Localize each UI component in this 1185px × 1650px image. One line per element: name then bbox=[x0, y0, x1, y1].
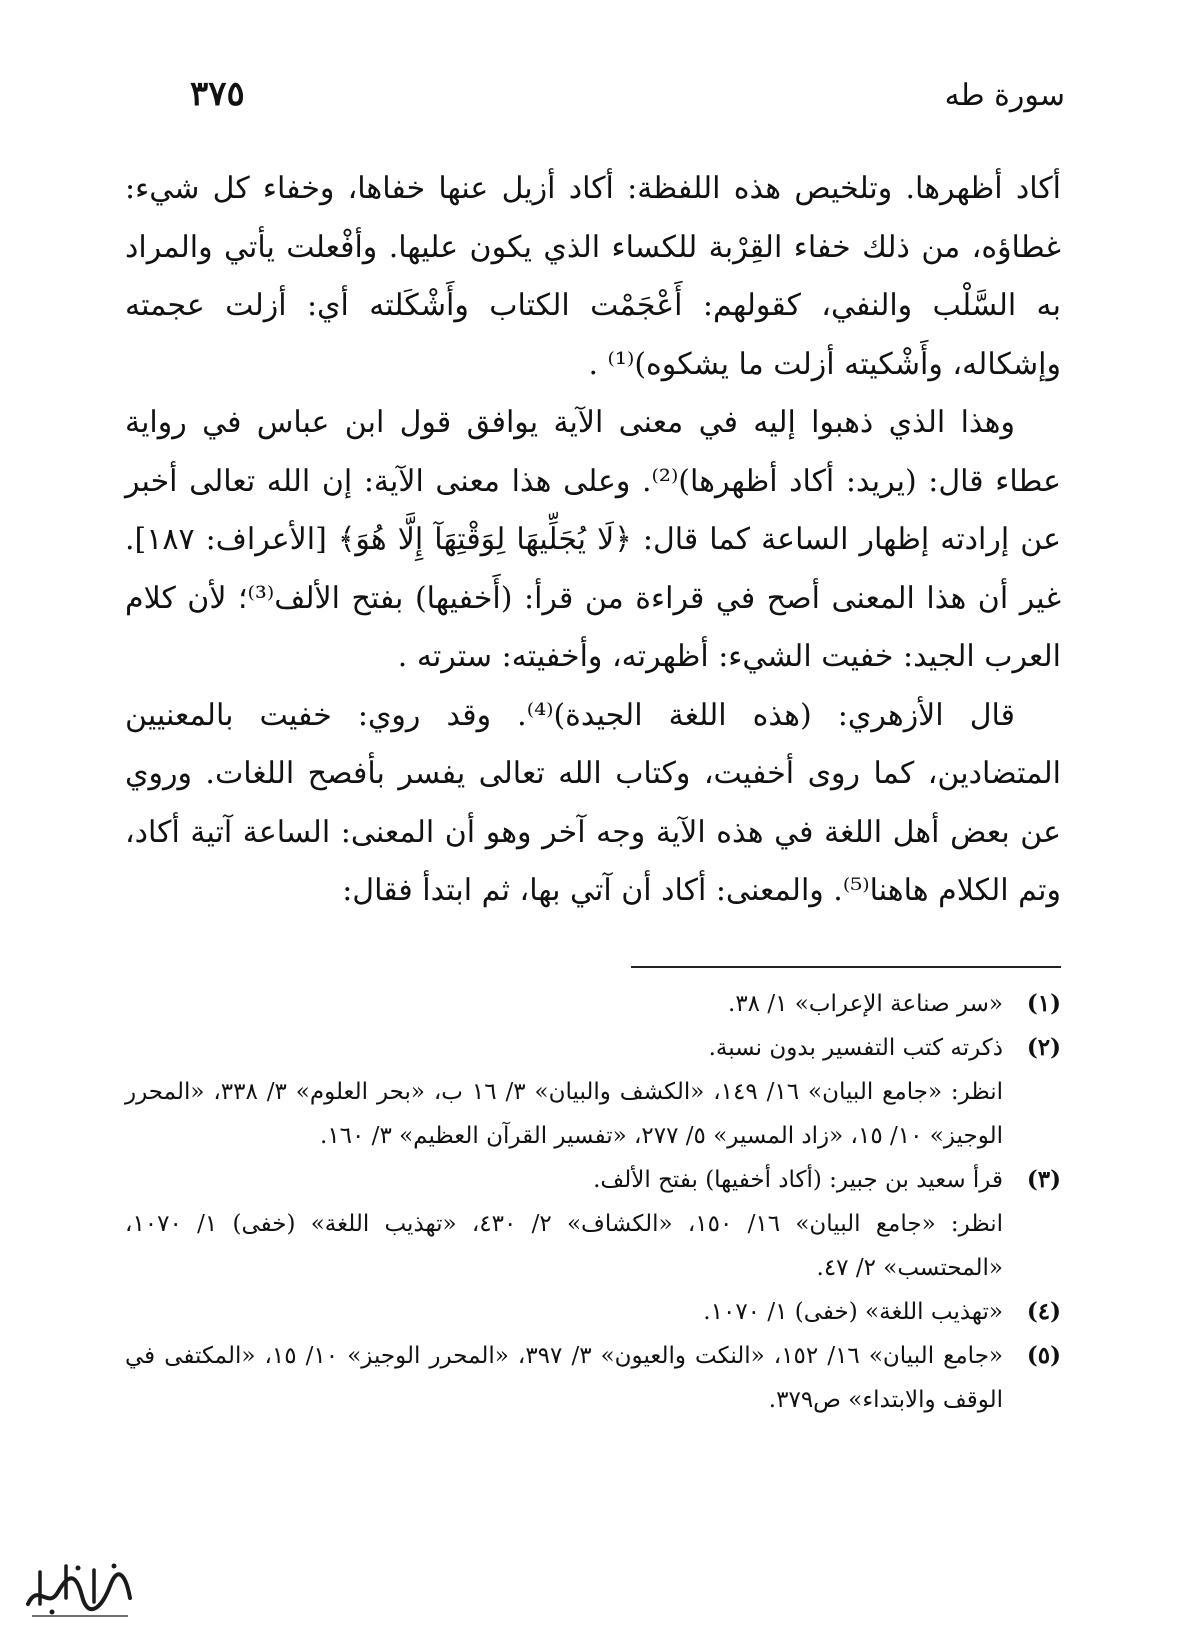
footnote-number: (١) bbox=[1026, 990, 1061, 1017]
footnote bbox=[125, 1334, 1061, 1422]
footnote-number: (٥) bbox=[1026, 1342, 1061, 1369]
footnote-text: «جامع البيان» ١٦/ ١٥٢، «النكت والعيون» ٣/ ٣٩٧، «المحرر الوجيز» ١٠/ ١٥، «المكتفى في الوقف والابتداء» ص٣٧٩. bbox=[125, 1343, 1003, 1413]
paragraph: قال الأزهري: (هذه اللغة الجيدة)⁽⁴⁾. وقد روي: خفيت بالمعنيين المتضادين، كما روى أخفيت، وكتاب الله تعالى يفسر بأفصح اللغات. وروي عن بعض أهل اللغة في هذه الآية وجه آخر وهو أن المعنى: الساعة آتية أكاد، وتم الكلام هاهنا⁽⁵⁾. والمعنى: أكاد أن آتي بها، ثم ابتدأ فقال: bbox=[125, 697, 1061, 908]
footnote-number: (٢) bbox=[1026, 1034, 1061, 1061]
footnote-text: انظر: «جامع البيان» ١٦/ ١٤٩، «الكشف والبيان» ٣/ ١٦ ب، «بحر العلوم» ٣/ ٣٣٨، «المحرر الوجيز» ١٠/ ١٥، «زاد المسير» ٥/ ٢٧٧، «تفسير القرآن العظيم» ٣/ ١٦٠. bbox=[125, 1079, 1004, 1149]
calligraphy-logo bbox=[18, 1552, 138, 1622]
main-text bbox=[125, 160, 1061, 921]
footnote-number: (٤) bbox=[1026, 1298, 1061, 1325]
footnote bbox=[125, 1026, 1061, 1158]
footnotes bbox=[125, 982, 1061, 1422]
footnote-text: انظر: «جامع البيان» ١٦/ ١٥٠، «الكشاف» ٢/ ٤٣٠، «تهذيب اللغة» (خفى) ١/ ١٠٧٠، «المحتسب» ٢/ ٤٧. bbox=[125, 1211, 1004, 1281]
paragraph: أكاد أظهرها. وتلخيص هذه اللفظة: أكاد أزيل عنها خفاها، وخفاء كل شيء: غطاؤه، من ذلك خفاء القِرْبة للكساء الذي يكون عليها. وأفْعلت يأتي والمراد به السَّلْب والنفي، كقولهم: أَعْجَمْت الكتاب وأَشْكَلته أي: أزلت عجمته وإشكاله، وأَشْكيته أزلت ما يشكوه)⁽¹⁾ . bbox=[125, 171, 1061, 382]
footnote-text: «سر صناعة الإعراب» ١/ ٣٨. bbox=[728, 991, 1003, 1017]
footnote-number: (٣) bbox=[1026, 1166, 1061, 1193]
footnote bbox=[125, 1158, 1061, 1290]
footnote-text: «تهذيب اللغة» (خفى) ١/ ١٠٧٠. bbox=[703, 1299, 1003, 1325]
footnote-text: ذكرته كتب التفسير بدون نسبة. bbox=[708, 1035, 1003, 1061]
footnote-divider bbox=[631, 966, 1061, 968]
page-header bbox=[190, 74, 1065, 128]
paragraph: وهذا الذي ذهبوا إليه في معنى الآية يوافق قول ابن عباس في رواية عطاء قال: (يريد: أكاد أظهرها)⁽²⁾. وعلى هذا معنى الآية: إن الله تعالى أخبر عن إرادته إظهار الساعة كما قال: ﴿لَا يُجَلِّيهَا لِوَقْتِهَآ إِلَّا هُوَ﴾ [الأعراف: ١٨٧]. غير أن هذا المعنى أصح في قراءة من قرأ: (أَخفيها) بفتح الألف⁽³⁾؛ لأن كلام العرب الجيد: خفيت الشيء: أظهرته، وأخفيته: سترته . bbox=[125, 405, 1062, 674]
footnote bbox=[125, 1290, 1061, 1334]
footnote bbox=[125, 982, 1061, 1026]
footnote-text: قرأ سعيد بن جبير: (أكاد أخفيها) بفتح الألف. bbox=[593, 1167, 1003, 1193]
surah-title: سورة طه bbox=[944, 78, 1065, 113]
page-number: ٣٧٥ bbox=[190, 74, 245, 114]
